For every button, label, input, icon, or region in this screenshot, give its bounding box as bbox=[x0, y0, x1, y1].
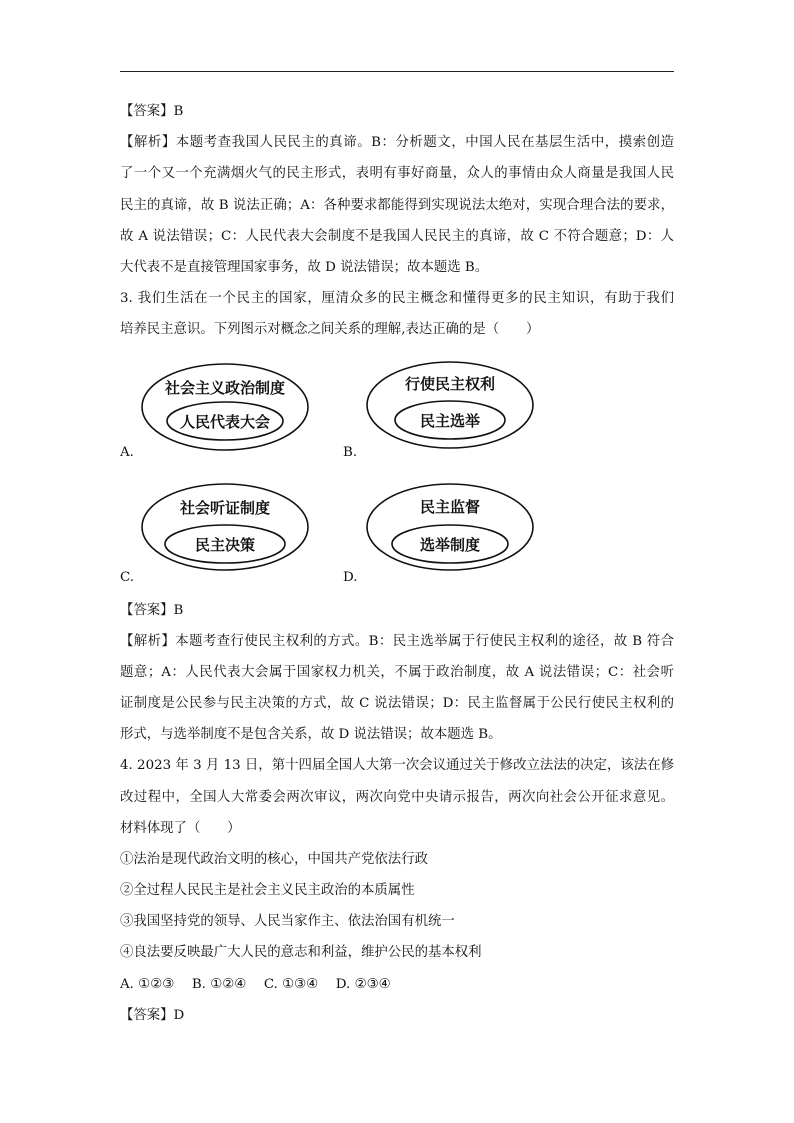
header-rule bbox=[120, 71, 674, 72]
q2-analysis-line-5: 大代表不是直接管理国家事务，故 D 说法错误；故本题选 B。 bbox=[120, 260, 489, 275]
q4-statement-1: ①法治是现代政治文明的核心，中国共产党依法行政 bbox=[120, 852, 428, 867]
diagram-option-a bbox=[140, 362, 310, 452]
q3-analysis-line-1: 【解析】本题考查行使民主权利的方式。B：民主选举属于行使民主权利的途径，故 B 符合 bbox=[120, 634, 674, 649]
q4-statement-4: ④良法要反映最广大人民的意志和利益，维护公民的基本权利 bbox=[120, 945, 482, 960]
q3-analysis-line-4: 形式，与选举制度不是包含关系，故 D 说法错误；故本题选 B。 bbox=[120, 727, 502, 742]
outer-ellipse bbox=[367, 484, 533, 570]
q2-analysis-line-4: 故 A 说法错误；C：人民代表大会制度不是我国人民民主的真谛，故 C 不符合题意；D：人 bbox=[120, 229, 674, 244]
inner-label: 民主决策 bbox=[194, 536, 256, 554]
outer-label: 社会听证制度 bbox=[179, 499, 271, 517]
inner-label: 民主选举 bbox=[419, 412, 481, 430]
option-a-label: A. bbox=[120, 445, 134, 460]
option-b-label: B. bbox=[343, 445, 358, 460]
q4-statement-3: ③我国坚持党的领导、人民当家作主、依法治国有机统一 bbox=[120, 914, 455, 929]
q3-stem-line-2: 培养民主意识。下列图示对概念之间关系的理解,表达正确的是（ ） bbox=[120, 322, 540, 337]
q4-choices: A. ①②③ B. ①②④ C. ①③④ D. ②③④ bbox=[120, 977, 391, 992]
q2-answer: 【答案】B bbox=[120, 104, 184, 119]
q3-analysis-line-3: 证制度是公民参与民主决策的方式，故 C 说法错误；D：民主监督属于公民行使民主权利的 bbox=[120, 696, 674, 711]
outer-label: 行使民主权利 bbox=[404, 375, 496, 393]
q2-analysis-line-2: 了一个又一个充满烟火气的民主形式，表明有事好商量，众人的事情由众人商量是我国人民 bbox=[120, 166, 674, 181]
q3-analysis-line-2: 题意；A：人民代表大会属于国家权力机关，不属于政治制度，故 A 说法错误；C：社会听 bbox=[120, 665, 674, 680]
q3-answer: 【答案】B bbox=[120, 603, 184, 618]
q4-stem-line-3: 材料体现了（ ） bbox=[120, 821, 241, 836]
diagram-option-c bbox=[140, 482, 310, 572]
q4-stem-line-2: 改过程中，全国人大常委会两次审议，两次向党中央请示报告，两次向社会公开征求意见。 bbox=[120, 790, 674, 805]
q4-answer: 【答案】D bbox=[120, 1008, 185, 1023]
diagram-option-d bbox=[365, 482, 535, 572]
q2-analysis-line-1: 【解析】本题考查我国人民民主的真谛。B：分析题文，中国人民在基层生活中，摸索创造 bbox=[120, 135, 674, 150]
option-c-label: C. bbox=[120, 570, 135, 585]
q2-analysis-line-3: 民主的真谛，故 B 说法正确；A：各种要求都能得到实现说法太绝对，实现合理合法的要求， bbox=[120, 198, 674, 213]
inner-label: 选举制度 bbox=[419, 536, 481, 554]
option-d-label: D. bbox=[343, 570, 358, 585]
outer-ellipse bbox=[142, 364, 308, 450]
q4-statement-2: ②全过程人民民主是社会主义民主政治的本质属性 bbox=[120, 883, 415, 898]
inner-label: 人民代表大会 bbox=[179, 413, 271, 431]
outer-label: 社会主义政治制度 bbox=[164, 379, 286, 397]
q3-stem-line-1: 3. 我们生活在一个民主的国家，厘清众多的民主概念和懂得更多的民主知识，有助于我们 bbox=[120, 291, 674, 306]
outer-ellipse bbox=[142, 484, 308, 570]
outer-label: 民主监督 bbox=[419, 498, 481, 516]
q4-stem-line-1: 4. 2023 年 3 月 13 日，第十四届全国人大第一次会议通过关于修改立法法的决定，该法在修 bbox=[120, 758, 674, 773]
diagram-option-b bbox=[365, 360, 535, 450]
